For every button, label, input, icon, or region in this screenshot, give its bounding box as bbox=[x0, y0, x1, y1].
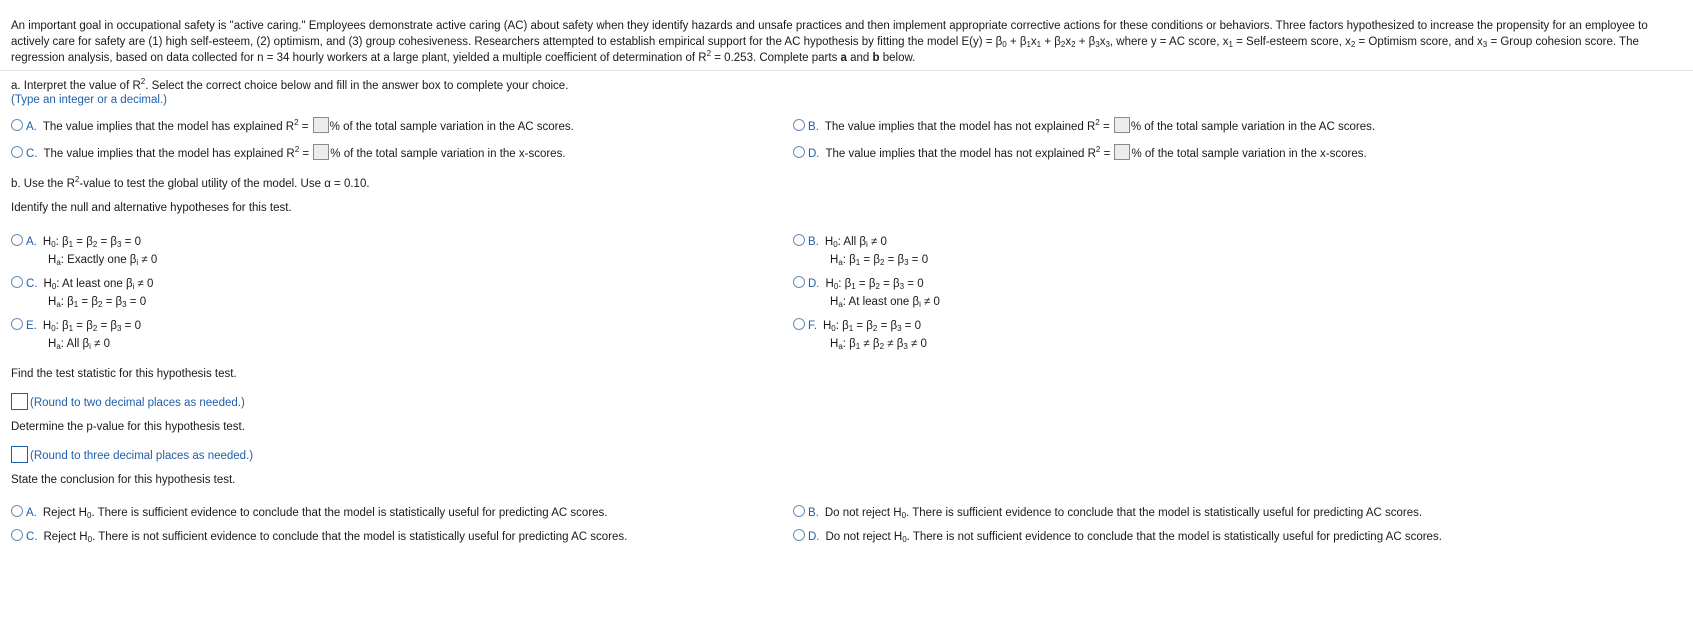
radio-button[interactable] bbox=[793, 234, 805, 246]
r2-answer-box-a[interactable] bbox=[313, 117, 329, 133]
hypothesis-option-f[interactable]: F. $H_0$: $\beta_1 = \beta_2 = \beta_3 = 0$ $H_a$: $\beta_1 \ne \beta_2 \ne \beta_3 \ne 0$ bbox=[793, 317, 927, 353]
radio-button[interactable] bbox=[793, 529, 805, 541]
r2-answer-box-c[interactable] bbox=[313, 144, 329, 160]
part-a-option-a[interactable]: A. The value implies that the model has explained $R^2$ = % of the total sample variation in the AC scores. bbox=[11, 117, 574, 133]
radio-button[interactable] bbox=[793, 146, 805, 158]
problem-statement: An important goal in occupational safety is "active caring." Employees demonstrate active caring (AC) about safety when they identify hazards and unsafe practices and then implement appropriate corrective actions for these conditions or behaviors. Three factors hypothesized to increase the propensity for an employee to actively care for safety are (1) high self-esteem, (2) optimism, and (3) group cohesiveness. Researchers attempted to establish empirical support for the AC hypothesis by fitting the model $E(y) = \beta_0 + \beta_1x_1 + \beta_2x_2 + \beta_3x_3$, where y = AC score, $x_1$ = Self-esteem score, $x_2$ = Optimism score, and $x_3$ = Group cohesion score. The regression analysis, based on data collected for n = 34 hourly workers at a large plant, yielded a multiple coefficient of determination of $R^2 = 0.253$. Complete parts a and b below. bbox=[11, 20, 1648, 64]
radio-button[interactable] bbox=[11, 234, 23, 246]
hypothesis-option-a[interactable]: A. $H_0$: $\beta_1 = \beta_2 = \beta_3 = 0$ $H_a$: Exactly one $\beta_i \ne 0$ bbox=[11, 233, 157, 269]
hypothesis-option-c[interactable]: C. $H_0$: At least one $\beta_i \ne 0$ $H_a$: $\beta_1 = \beta_2 = \beta_3 = 0$ bbox=[11, 275, 153, 311]
r2-answer-box-b[interactable] bbox=[1114, 117, 1130, 133]
r2-answer-box-d[interactable] bbox=[1114, 144, 1130, 160]
radio-button[interactable] bbox=[11, 529, 23, 541]
pvalue-input[interactable] bbox=[11, 446, 28, 463]
hypothesis-option-e[interactable]: E. $H_0$: $\beta_1 = \beta_2 = \beta_3 = 0$ $H_a$: All $\beta_i \ne 0$ bbox=[11, 317, 141, 353]
part-b-prompt: b. Use the $R^2$-value to test the global utility of the model. Use α = 0.10. bbox=[11, 175, 370, 190]
radio-button[interactable] bbox=[793, 505, 805, 517]
part-a-option-c[interactable]: C. The value implies that the model has explained $R^2$ = % of the total sample variation in the x-scores. bbox=[11, 144, 566, 160]
part-a-prompt: a. Interpret the value of $R^2$. Select the correct choice below and fill in the answer box to complete your choice. bbox=[11, 77, 569, 92]
hypothesis-option-b[interactable]: B. $H_0$: All $\beta_i \ne 0$ $H_a$: $\beta_1 = \beta_2 = \beta_3 = 0$ bbox=[793, 233, 928, 269]
part-a-option-d[interactable]: D. The value implies that the model has not explained $R^2$ = % of the total sample variation in the x-scores. bbox=[793, 144, 1367, 160]
radio-button[interactable] bbox=[11, 505, 23, 517]
part-a-option-b[interactable]: B. The value implies that the model has not explained $R^2$ = % of the total sample variation in the AC scores. bbox=[793, 117, 1375, 133]
test-statistic-input[interactable] bbox=[11, 393, 28, 410]
pvalue-row: (Round to three decimal places as needed.) bbox=[11, 446, 253, 463]
test-statistic-row: (Round to two decimal places as needed.) bbox=[11, 393, 245, 410]
radio-button[interactable] bbox=[793, 276, 805, 288]
hypothesis-option-d[interactable]: D. $H_0$: $\beta_1 = \beta_2 = \beta_3 = 0$ $H_a$: At least one $\beta_i \ne 0$ bbox=[793, 275, 940, 311]
conclusion-option-a[interactable]: A. Reject $H_0$. There is sufficient evidence to conclude that the model is statistically useful for predicting AC scores. bbox=[11, 505, 608, 519]
conclusion-option-d[interactable]: D. Do not reject $H_0$. There is not sufficient evidence to conclude that the model is statistically useful for predicting AC scores. bbox=[793, 529, 1442, 543]
radio-button[interactable] bbox=[11, 276, 23, 288]
conclusion-option-b[interactable]: B. Do not reject $H_0$. There is sufficient evidence to conclude that the model is statistically useful for predicting AC scores. bbox=[793, 505, 1422, 519]
divider bbox=[0, 70, 1693, 71]
pvalue-prompt: Determine the p-value for this hypothesis test. bbox=[11, 421, 245, 433]
radio-button[interactable] bbox=[793, 318, 805, 330]
test-statistic-prompt: Find the test statistic for this hypothesis test. bbox=[11, 368, 237, 380]
radio-button[interactable] bbox=[11, 119, 23, 131]
conclusion-option-c[interactable]: C. Reject $H_0$. There is not sufficient evidence to conclude that the model is statistically useful for predicting AC scores. bbox=[11, 529, 627, 543]
conclusion-prompt: State the conclusion for this hypothesis test. bbox=[11, 474, 236, 486]
radio-button[interactable] bbox=[11, 146, 23, 158]
part-a-hint: (Type an integer or a decimal.) bbox=[11, 94, 167, 106]
radio-button[interactable] bbox=[793, 119, 805, 131]
hypotheses-prompt: Identify the null and alternative hypotheses for this test. bbox=[11, 202, 292, 214]
radio-button[interactable] bbox=[11, 318, 23, 330]
